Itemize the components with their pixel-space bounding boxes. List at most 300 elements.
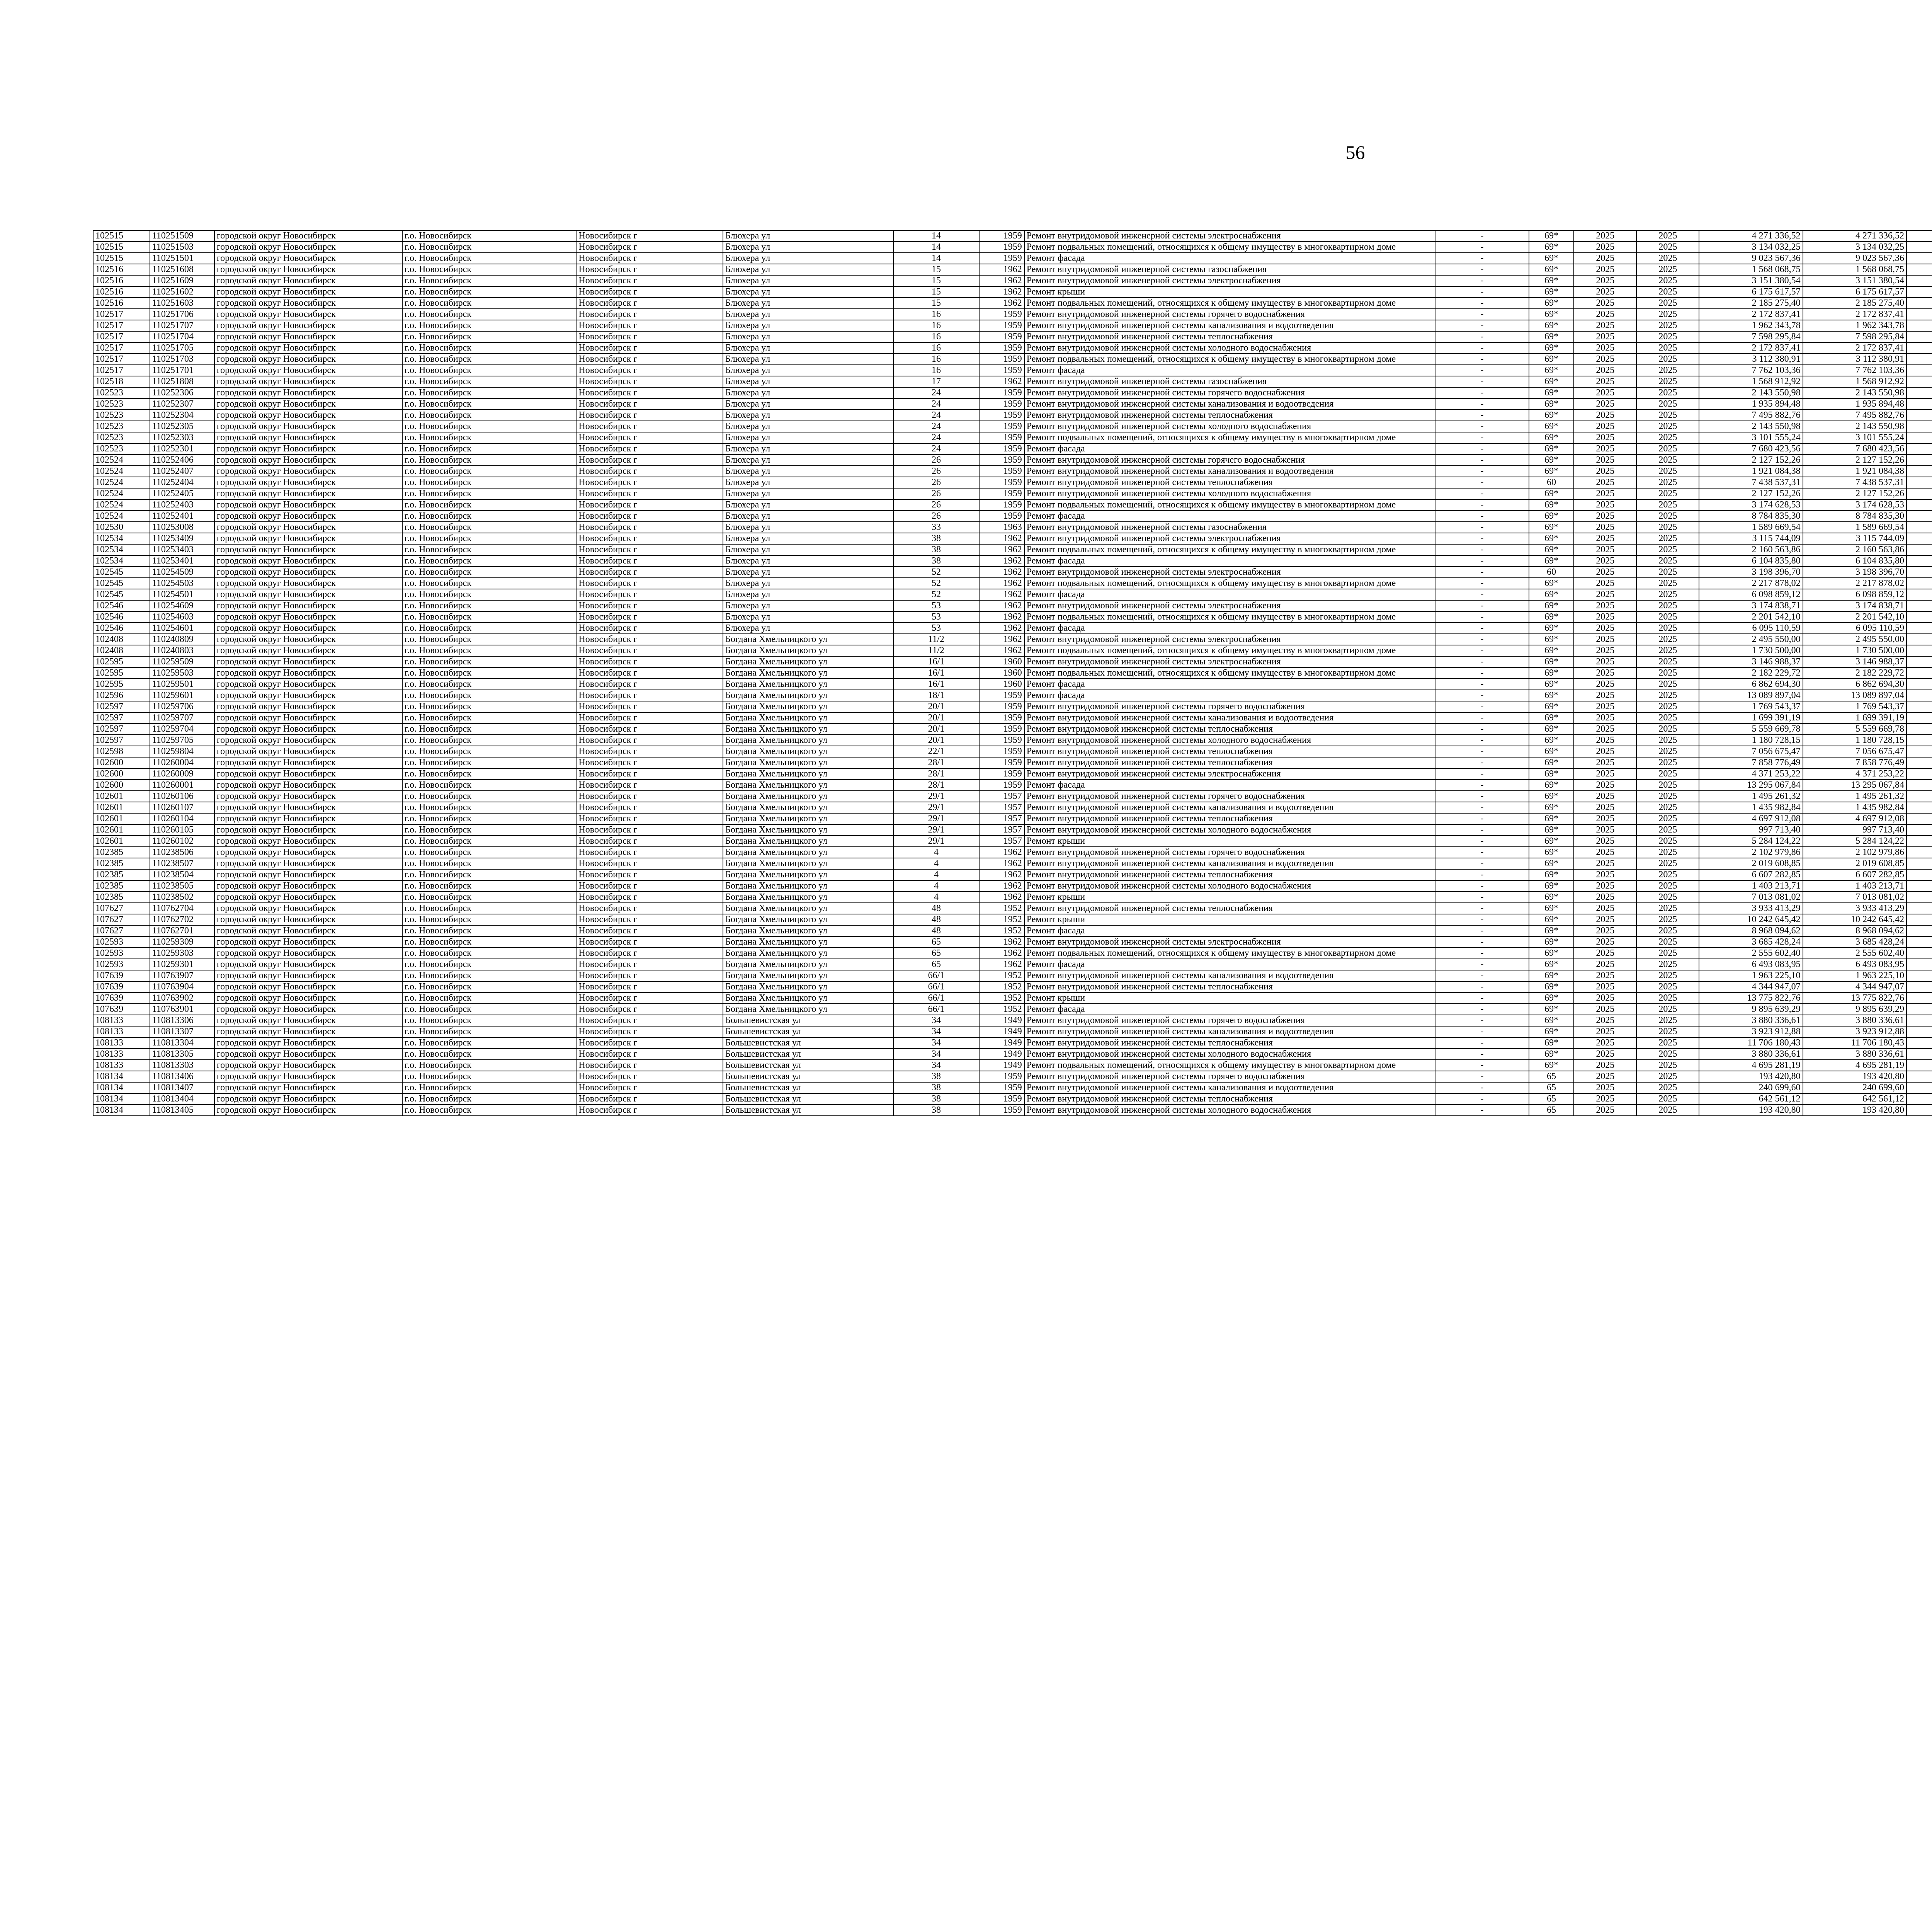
wear-cell: 69* xyxy=(1529,1004,1574,1015)
city-cell: Новосибирск г xyxy=(576,455,723,466)
table-row xyxy=(93,455,1932,466)
build-year-cell: 1962 xyxy=(979,892,1024,903)
house-number-cell: 26 xyxy=(893,466,980,477)
table-row xyxy=(93,701,1932,712)
total-cost-cell: 2 182 229,72 xyxy=(1699,667,1803,679)
build-year-cell: 1959 xyxy=(979,354,1024,365)
wear-cell: 69* xyxy=(1529,757,1574,768)
work-id-cell: 110260102 xyxy=(150,836,214,847)
work-type-cell: Ремонт внутридомовой инженерной системы электроснабжения xyxy=(1024,656,1435,667)
start-year-cell: 2025 xyxy=(1574,1015,1636,1026)
work-id-cell: 110813407 xyxy=(150,1082,214,1093)
budget-cell-1 xyxy=(1906,533,1932,544)
work-type-cell: Ремонт внутридомовой инженерной системы электроснабжения xyxy=(1024,567,1435,578)
work-id-cell: 110813306 xyxy=(150,1015,214,1026)
work-type-cell: Ремонт подвальных помещений, относящихся к общему имуществу в многоквартирном доме xyxy=(1024,578,1435,589)
fund-cost-cell: 8 784 835,30 xyxy=(1803,511,1906,522)
dash-cell: - xyxy=(1435,634,1529,645)
house-number-cell: 28/1 xyxy=(893,757,980,768)
end-year-cell: 2025 xyxy=(1636,488,1699,499)
wear-cell: 69* xyxy=(1529,667,1574,679)
table-row xyxy=(93,264,1932,275)
city-cell: Новосибирск г xyxy=(576,511,723,522)
wear-cell: 69* xyxy=(1529,847,1574,858)
total-cost-cell: 193 420,80 xyxy=(1699,1105,1803,1116)
house-id-cell: 108134 xyxy=(93,1105,150,1116)
house-id-cell: 102601 xyxy=(93,813,150,824)
district-cell: городской округ Новосибирск xyxy=(214,667,402,679)
dash-cell: - xyxy=(1435,455,1529,466)
house-number-cell: 14 xyxy=(893,242,980,253)
municipality-cell: г.о. Новосибирск xyxy=(402,780,577,791)
end-year-cell: 2025 xyxy=(1636,455,1699,466)
house-id-cell: 107639 xyxy=(93,970,150,981)
city-cell: Новосибирск г xyxy=(576,242,723,253)
build-year-cell: 1959 xyxy=(979,398,1024,410)
municipality-cell: г.о. Новосибирск xyxy=(402,611,577,623)
municipality-cell: г.о. Новосибирск xyxy=(402,993,577,1004)
street-cell: Блюхера ул xyxy=(723,522,893,533)
work-type-cell: Ремонт внутридомовой инженерной системы электроснабжения xyxy=(1024,600,1435,611)
district-cell: городской округ Новосибирск xyxy=(214,936,402,948)
dash-cell: - xyxy=(1435,993,1529,1004)
total-cost-cell: 2 555 602,40 xyxy=(1699,948,1803,959)
start-year-cell: 2025 xyxy=(1574,477,1636,488)
house-id-cell: 102545 xyxy=(93,589,150,600)
total-cost-cell: 1 180 728,15 xyxy=(1699,735,1803,746)
city-cell: Новосибирск г xyxy=(576,387,723,398)
district-cell: городской округ Новосибирск xyxy=(214,757,402,768)
work-id-cell: 110259704 xyxy=(150,724,214,735)
start-year-cell: 2025 xyxy=(1574,466,1636,477)
start-year-cell: 2025 xyxy=(1574,230,1636,242)
budget-cell-1 xyxy=(1906,948,1932,959)
total-cost-cell: 8 784 835,30 xyxy=(1699,511,1803,522)
dash-cell: - xyxy=(1435,499,1529,511)
wear-cell: 69* xyxy=(1529,892,1574,903)
wear-cell: 69* xyxy=(1529,600,1574,611)
city-cell: Новосибирск г xyxy=(576,656,723,667)
house-id-cell: 107627 xyxy=(93,903,150,914)
house-id-cell: 102385 xyxy=(93,847,150,858)
start-year-cell: 2025 xyxy=(1574,981,1636,993)
wear-cell: 65 xyxy=(1529,1093,1574,1105)
fund-cost-cell: 3 174 628,53 xyxy=(1803,499,1906,511)
work-type-cell: Ремонт внутридомовой инженерной системы газоснабжения xyxy=(1024,522,1435,533)
repair-program-table xyxy=(93,230,1932,1116)
budget-cell-1 xyxy=(1906,522,1932,533)
budget-cell-1 xyxy=(1906,421,1932,432)
start-year-cell: 2025 xyxy=(1574,533,1636,544)
work-id-cell: 110252404 xyxy=(150,477,214,488)
work-type-cell: Ремонт подвальных помещений, относящихся к общему имуществу в многоквартирном доме xyxy=(1024,667,1435,679)
city-cell: Новосибирск г xyxy=(576,354,723,365)
district-cell: городской округ Новосибирск xyxy=(214,286,402,298)
dash-cell: - xyxy=(1435,567,1529,578)
district-cell: городской округ Новосибирск xyxy=(214,768,402,780)
district-cell: городской округ Новосибирск xyxy=(214,511,402,522)
start-year-cell: 2025 xyxy=(1574,578,1636,589)
work-id-cell: 110260105 xyxy=(150,824,214,836)
end-year-cell: 2025 xyxy=(1636,376,1699,387)
table-row xyxy=(93,611,1932,623)
house-id-cell: 102601 xyxy=(93,791,150,802)
street-cell: Богдана Хмельницкого ул xyxy=(723,746,893,757)
dash-cell: - xyxy=(1435,813,1529,824)
municipality-cell: г.о. Новосибирск xyxy=(402,600,577,611)
budget-cell-1 xyxy=(1906,712,1932,724)
municipality-cell: г.о. Новосибирск xyxy=(402,443,577,455)
work-id-cell: 110259501 xyxy=(150,679,214,690)
wear-cell: 60 xyxy=(1529,477,1574,488)
build-year-cell: 1959 xyxy=(979,443,1024,455)
house-id-cell: 102524 xyxy=(93,488,150,499)
end-year-cell: 2025 xyxy=(1636,836,1699,847)
table-row xyxy=(93,567,1932,578)
budget-cell-1 xyxy=(1906,443,1932,455)
work-type-cell: Ремонт внутридомовой инженерной системы теплоснабжения xyxy=(1024,331,1435,342)
street-cell: Богдана Хмельницкого ул xyxy=(723,757,893,768)
table-row xyxy=(93,645,1932,656)
end-year-cell: 2025 xyxy=(1636,342,1699,354)
city-cell: Новосибирск г xyxy=(576,499,723,511)
work-id-cell: 110251707 xyxy=(150,320,214,331)
table-row xyxy=(93,623,1932,634)
dash-cell: - xyxy=(1435,1060,1529,1071)
street-cell: Богдана Хмельницкого ул xyxy=(723,892,893,903)
work-type-cell: Ремонт внутридомовой инженерной системы холодного водоснабжения xyxy=(1024,1105,1435,1116)
end-year-cell: 2025 xyxy=(1636,623,1699,634)
start-year-cell: 2025 xyxy=(1574,455,1636,466)
work-type-cell: Ремонт внутридомовой инженерной системы теплоснабжения xyxy=(1024,746,1435,757)
dash-cell: - xyxy=(1435,970,1529,981)
build-year-cell: 1960 xyxy=(979,679,1024,690)
fund-cost-cell: 3 198 396,70 xyxy=(1803,567,1906,578)
build-year-cell: 1962 xyxy=(979,600,1024,611)
end-year-cell: 2025 xyxy=(1636,645,1699,656)
work-id-cell: 110251706 xyxy=(150,309,214,320)
house-id-cell: 107639 xyxy=(93,1004,150,1015)
district-cell: городской округ Новосибирск xyxy=(214,522,402,533)
budget-cell-1 xyxy=(1906,578,1932,589)
start-year-cell: 2025 xyxy=(1574,824,1636,836)
work-id-cell: 110251704 xyxy=(150,331,214,342)
budget-cell-1 xyxy=(1906,1082,1932,1093)
work-id-cell: 110251808 xyxy=(150,376,214,387)
table-row xyxy=(93,768,1932,780)
wear-cell: 65 xyxy=(1529,1071,1574,1082)
build-year-cell: 1962 xyxy=(979,275,1024,286)
street-cell: Блюхера ул xyxy=(723,264,893,275)
house-number-cell: 16 xyxy=(893,365,980,376)
house-number-cell: 66/1 xyxy=(893,993,980,1004)
street-cell: Богдана Хмельницкого ул xyxy=(723,948,893,959)
end-year-cell: 2025 xyxy=(1636,567,1699,578)
total-cost-cell: 3 101 555,24 xyxy=(1699,432,1803,443)
fund-cost-cell: 6 175 617,57 xyxy=(1803,286,1906,298)
fund-cost-cell: 1 699 391,19 xyxy=(1803,712,1906,724)
build-year-cell: 1949 xyxy=(979,1060,1024,1071)
district-cell: городской округ Новосибирск xyxy=(214,600,402,611)
end-year-cell: 2025 xyxy=(1636,1049,1699,1060)
district-cell: городской округ Новосибирск xyxy=(214,623,402,634)
budget-cell-1 xyxy=(1906,1093,1932,1105)
total-cost-cell: 7 858 776,49 xyxy=(1699,757,1803,768)
house-number-cell: 16/1 xyxy=(893,679,980,690)
total-cost-cell: 7 680 423,56 xyxy=(1699,443,1803,455)
house-id-cell: 102515 xyxy=(93,230,150,242)
total-cost-cell: 2 217 878,02 xyxy=(1699,578,1803,589)
house-number-cell: 22/1 xyxy=(893,746,980,757)
house-number-cell: 29/1 xyxy=(893,824,980,836)
build-year-cell: 1959 xyxy=(979,1105,1024,1116)
wear-cell: 69* xyxy=(1529,533,1574,544)
city-cell: Новосибирск г xyxy=(576,802,723,813)
street-cell: Блюхера ул xyxy=(723,611,893,623)
city-cell: Новосибирск г xyxy=(576,578,723,589)
dash-cell: - xyxy=(1435,1026,1529,1037)
city-cell: Новосибирск г xyxy=(576,880,723,892)
house-number-cell: 4 xyxy=(893,869,980,880)
dash-cell: - xyxy=(1435,656,1529,667)
work-id-cell: 110259804 xyxy=(150,746,214,757)
table-row xyxy=(93,376,1932,387)
city-cell: Новосибирск г xyxy=(576,466,723,477)
fund-cost-cell: 1 769 543,37 xyxy=(1803,701,1906,712)
build-year-cell: 1962 xyxy=(979,634,1024,645)
start-year-cell: 2025 xyxy=(1574,443,1636,455)
budget-cell-1 xyxy=(1906,724,1932,735)
fund-cost-cell: 11 706 180,43 xyxy=(1803,1037,1906,1049)
work-type-cell: Ремонт внутридомовой инженерной системы холодного водоснабжения xyxy=(1024,342,1435,354)
work-id-cell: 110763904 xyxy=(150,981,214,993)
street-cell: Блюхера ул xyxy=(723,309,893,320)
wear-cell: 69* xyxy=(1529,275,1574,286)
table-row xyxy=(93,993,1932,1004)
dash-cell: - xyxy=(1435,421,1529,432)
budget-cell-1 xyxy=(1906,264,1932,275)
house-id-cell: 102546 xyxy=(93,600,150,611)
dash-cell: - xyxy=(1435,802,1529,813)
fund-cost-cell: 8 968 094,62 xyxy=(1803,925,1906,936)
house-id-cell: 102597 xyxy=(93,735,150,746)
total-cost-cell: 3 174 838,71 xyxy=(1699,600,1803,611)
house-id-cell: 108134 xyxy=(93,1082,150,1093)
dash-cell: - xyxy=(1435,959,1529,970)
street-cell: Блюхера ул xyxy=(723,230,893,242)
budget-cell-1 xyxy=(1906,802,1932,813)
total-cost-cell: 4 271 336,52 xyxy=(1699,230,1803,242)
build-year-cell: 1959 xyxy=(979,342,1024,354)
work-id-cell: 110253008 xyxy=(150,522,214,533)
budget-cell-1 xyxy=(1906,836,1932,847)
build-year-cell: 1957 xyxy=(979,802,1024,813)
wear-cell: 69* xyxy=(1529,836,1574,847)
end-year-cell: 2025 xyxy=(1636,499,1699,511)
work-type-cell: Ремонт крыши xyxy=(1024,993,1435,1004)
street-cell: Большевистская ул xyxy=(723,1049,893,1060)
start-year-cell: 2025 xyxy=(1574,970,1636,981)
table-row xyxy=(93,791,1932,802)
total-cost-cell: 3 146 988,37 xyxy=(1699,656,1803,667)
table-row xyxy=(93,757,1932,768)
dash-cell: - xyxy=(1435,1105,1529,1116)
city-cell: Новосибирск г xyxy=(576,398,723,410)
table-row xyxy=(93,466,1932,477)
house-number-cell: 52 xyxy=(893,578,980,589)
budget-cell-1 xyxy=(1906,410,1932,421)
end-year-cell: 2025 xyxy=(1636,320,1699,331)
total-cost-cell: 7 598 295,84 xyxy=(1699,331,1803,342)
district-cell: городской округ Новосибирск xyxy=(214,432,402,443)
start-year-cell: 2025 xyxy=(1574,690,1636,701)
wear-cell: 69* xyxy=(1529,981,1574,993)
wear-cell: 69* xyxy=(1529,522,1574,533)
total-cost-cell: 13 295 067,84 xyxy=(1699,780,1803,791)
budget-cell-1 xyxy=(1906,342,1932,354)
house-id-cell: 102385 xyxy=(93,880,150,892)
municipality-cell: г.о. Новосибирск xyxy=(402,253,577,264)
fund-cost-cell: 6 098 859,12 xyxy=(1803,589,1906,600)
district-cell: городской округ Новосибирск xyxy=(214,1049,402,1060)
street-cell: Богдана Хмельницкого ул xyxy=(723,724,893,735)
city-cell: Новосибирск г xyxy=(576,634,723,645)
budget-cell-1 xyxy=(1906,690,1932,701)
district-cell: городской округ Новосибирск xyxy=(214,477,402,488)
city-cell: Новосибирск г xyxy=(576,858,723,869)
end-year-cell: 2025 xyxy=(1636,869,1699,880)
city-cell: Новосибирск г xyxy=(576,679,723,690)
house-id-cell: 102523 xyxy=(93,421,150,432)
work-type-cell: Ремонт внутридомовой инженерной системы холодного водоснабжения xyxy=(1024,880,1435,892)
budget-cell-1 xyxy=(1906,936,1932,948)
wear-cell: 69* xyxy=(1529,365,1574,376)
street-cell: Богдана Хмельницкого ул xyxy=(723,959,893,970)
street-cell: Блюхера ул xyxy=(723,466,893,477)
house-number-cell: 38 xyxy=(893,555,980,567)
table-row xyxy=(93,869,1932,880)
wear-cell: 69* xyxy=(1529,746,1574,757)
street-cell: Богдана Хмельницкого ул xyxy=(723,679,893,690)
fund-cost-cell: 6 095 110,59 xyxy=(1803,623,1906,634)
house-id-cell: 102597 xyxy=(93,701,150,712)
start-year-cell: 2025 xyxy=(1574,667,1636,679)
table-row xyxy=(93,690,1932,701)
municipality-cell: г.о. Новосибирск xyxy=(402,342,577,354)
work-id-cell: 110259706 xyxy=(150,701,214,712)
end-year-cell: 2025 xyxy=(1636,701,1699,712)
city-cell: Новосибирск г xyxy=(576,791,723,802)
street-cell: Блюхера ул xyxy=(723,432,893,443)
street-cell: Большевистская ул xyxy=(723,1060,893,1071)
build-year-cell: 1959 xyxy=(979,466,1024,477)
municipality-cell: г.о. Новосибирск xyxy=(402,836,577,847)
table-row xyxy=(93,1082,1932,1093)
build-year-cell: 1962 xyxy=(979,286,1024,298)
house-number-cell: 65 xyxy=(893,959,980,970)
work-id-cell: 110253403 xyxy=(150,544,214,555)
table-row xyxy=(93,880,1932,892)
start-year-cell: 2025 xyxy=(1574,398,1636,410)
house-id-cell: 102601 xyxy=(93,824,150,836)
end-year-cell: 2025 xyxy=(1636,275,1699,286)
municipality-cell: г.о. Новосибирск xyxy=(402,746,577,757)
build-year-cell: 1962 xyxy=(979,264,1024,275)
build-year-cell: 1959 xyxy=(979,1071,1024,1082)
house-number-cell: 15 xyxy=(893,298,980,309)
municipality-cell: г.о. Новосибирск xyxy=(402,690,577,701)
budget-cell-1 xyxy=(1906,511,1932,522)
city-cell: Новосибирск г xyxy=(576,1105,723,1116)
total-cost-cell: 2 127 152,26 xyxy=(1699,488,1803,499)
district-cell: городской округ Новосибирск xyxy=(214,342,402,354)
start-year-cell: 2025 xyxy=(1574,264,1636,275)
city-cell: Новосибирск г xyxy=(576,948,723,959)
fund-cost-cell: 3 146 988,37 xyxy=(1803,656,1906,667)
budget-cell-1 xyxy=(1906,634,1932,645)
city-cell: Новосибирск г xyxy=(576,365,723,376)
build-year-cell: 1959 xyxy=(979,1082,1024,1093)
table-row xyxy=(93,398,1932,410)
fund-cost-cell: 1 180 728,15 xyxy=(1803,735,1906,746)
work-id-cell: 110251503 xyxy=(150,242,214,253)
work-id-cell: 110252301 xyxy=(150,443,214,455)
fund-cost-cell: 13 089 897,04 xyxy=(1803,690,1906,701)
house-id-cell: 107627 xyxy=(93,925,150,936)
street-cell: Блюхера ул xyxy=(723,499,893,511)
build-year-cell: 1959 xyxy=(979,757,1024,768)
work-type-cell: Ремонт фасада xyxy=(1024,925,1435,936)
total-cost-cell: 1 962 343,78 xyxy=(1699,320,1803,331)
fund-cost-cell: 13 775 822,76 xyxy=(1803,993,1906,1004)
work-type-cell: Ремонт внутридомовой инженерной системы холодного водоснабжения xyxy=(1024,824,1435,836)
work-type-cell: Ремонт внутридомовой инженерной системы электроснабжения xyxy=(1024,275,1435,286)
house-number-cell: 34 xyxy=(893,1015,980,1026)
municipality-cell: г.о. Новосибирск xyxy=(402,320,577,331)
district-cell: городской округ Новосибирск xyxy=(214,735,402,746)
total-cost-cell: 6 607 282,85 xyxy=(1699,869,1803,880)
work-type-cell: Ремонт внутридомовой инженерной системы канализования и водоотведения xyxy=(1024,712,1435,724)
municipality-cell: г.о. Новосибирск xyxy=(402,623,577,634)
wear-cell: 69* xyxy=(1529,993,1574,1004)
wear-cell: 69* xyxy=(1529,242,1574,253)
street-cell: Богдана Хмельницкого ул xyxy=(723,914,893,925)
work-type-cell: Ремонт внутридомовой инженерной системы теплоснабжения xyxy=(1024,903,1435,914)
total-cost-cell: 11 706 180,43 xyxy=(1699,1037,1803,1049)
dash-cell: - xyxy=(1435,365,1529,376)
fund-cost-cell: 2 495 550,00 xyxy=(1803,634,1906,645)
work-id-cell: 110252406 xyxy=(150,455,214,466)
start-year-cell: 2025 xyxy=(1574,847,1636,858)
municipality-cell: г.о. Новосибирск xyxy=(402,1004,577,1015)
house-id-cell: 102408 xyxy=(93,645,150,656)
work-type-cell: Ремонт подвальных помещений, относящихся к общему имуществу в многоквартирном доме xyxy=(1024,611,1435,623)
house-id-cell: 102524 xyxy=(93,511,150,522)
city-cell: Новосибирск г xyxy=(576,1060,723,1071)
district-cell: городской округ Новосибирск xyxy=(214,880,402,892)
dash-cell: - xyxy=(1435,679,1529,690)
fund-cost-cell: 3 101 555,24 xyxy=(1803,432,1906,443)
house-number-cell: 24 xyxy=(893,443,980,455)
end-year-cell: 2025 xyxy=(1636,387,1699,398)
fund-cost-cell: 4 697 912,08 xyxy=(1803,813,1906,824)
fund-cost-cell: 6 607 282,85 xyxy=(1803,869,1906,880)
dash-cell: - xyxy=(1435,309,1529,320)
end-year-cell: 2025 xyxy=(1636,757,1699,768)
house-id-cell: 102545 xyxy=(93,567,150,578)
work-id-cell: 110813404 xyxy=(150,1093,214,1105)
end-year-cell: 2025 xyxy=(1636,522,1699,533)
